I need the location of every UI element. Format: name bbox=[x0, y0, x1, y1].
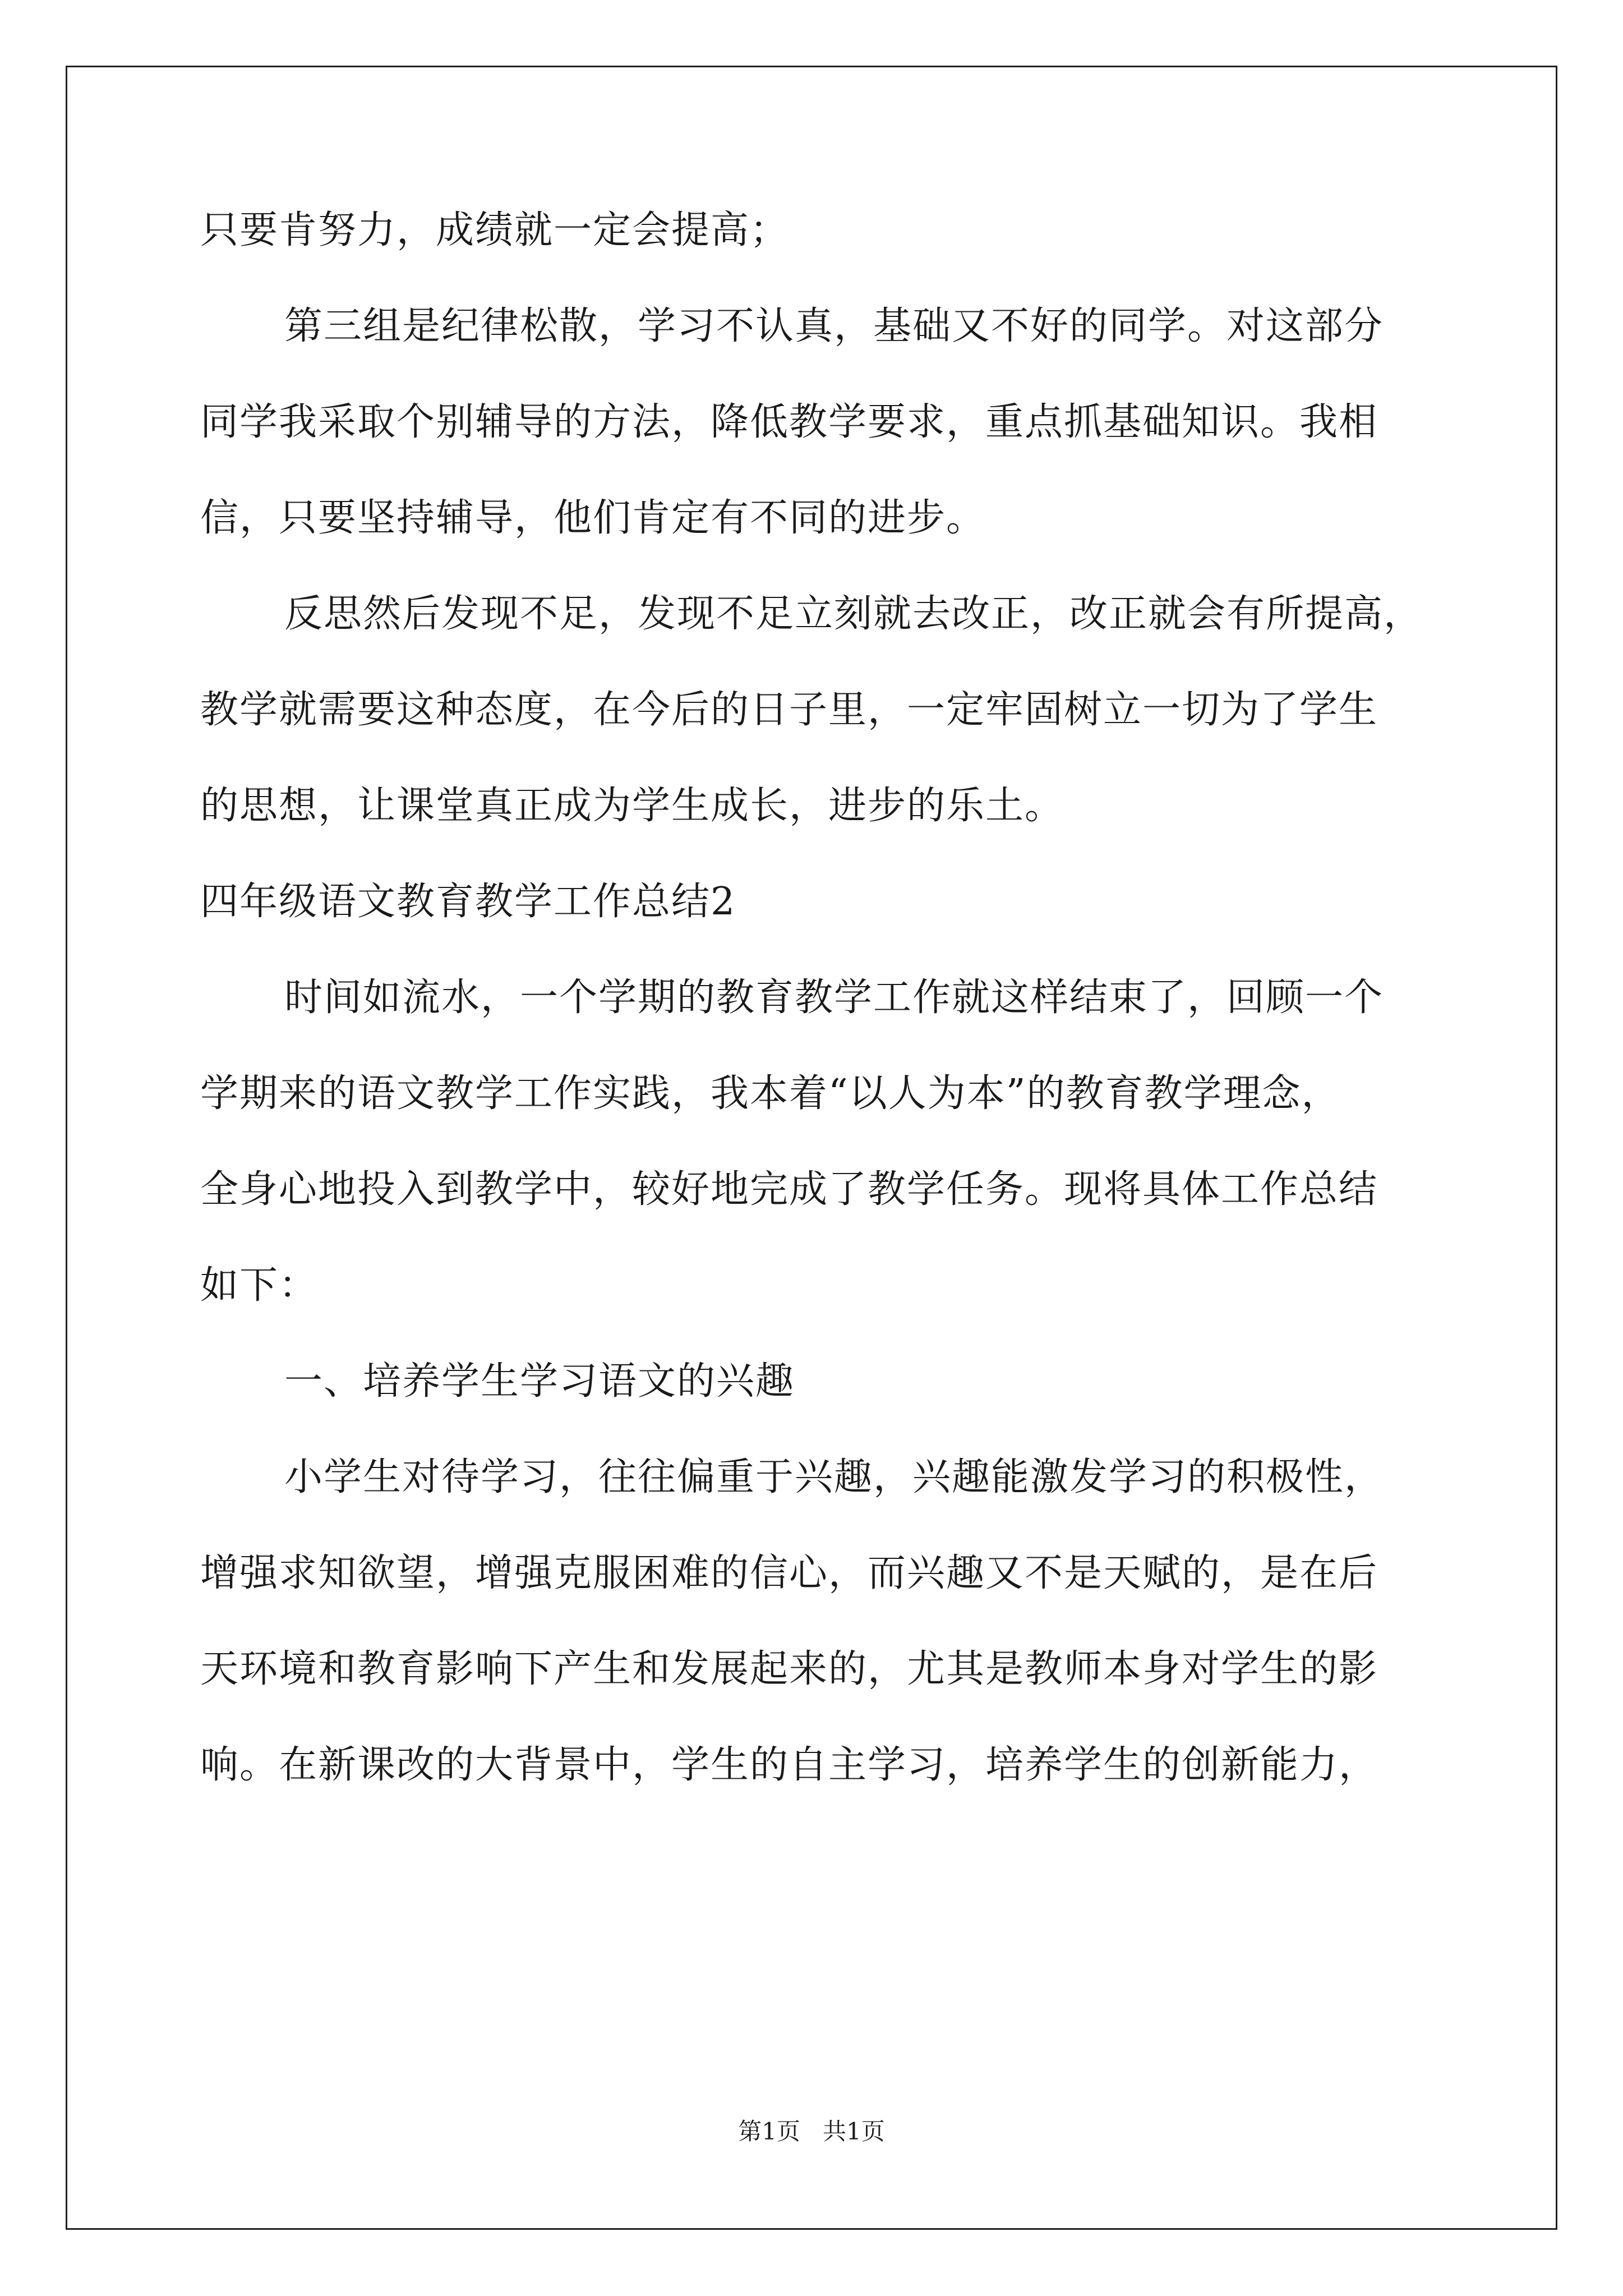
subsection-heading: 一、培养学生学习语文的兴趣 bbox=[284, 1359, 795, 1404]
text-line: 信，只要坚持辅导，他们肯定有不同的进步。 bbox=[200, 496, 986, 540]
section-heading: 四年级语文教育教学工作总结2 bbox=[200, 880, 736, 924]
paragraph-start-line: 第三组是纪律松散，学习不认真，基础又不好的同学。对这部分 bbox=[284, 304, 1384, 348]
page-frame bbox=[66, 66, 1557, 2230]
paragraph-start-line: 反思然后发现不足，发现不足立刻就去改正，改正就会有所提高， bbox=[284, 592, 1423, 636]
text-line: 天环境和教育影响下产生和发展起来的，尤其是教师本身对学生的影 bbox=[200, 1647, 1378, 1691]
page-number-footer: 第1页 共1页 bbox=[738, 2118, 885, 2145]
paragraph-start-line: 时间如流水，一个学期的教育教学工作就这样结束了，回顾一个 bbox=[284, 976, 1384, 1020]
text-line: 响。在新课改的大背景中，学生的自主学习，培养学生的创新能力， bbox=[200, 1743, 1378, 1787]
text-line: 教学就需要这种态度，在今后的日子里，一定牢固树立一切为了学生 bbox=[200, 688, 1378, 732]
text-line: 只要肯努力，成绩就一定会提高； bbox=[200, 208, 790, 252]
text-line: 同学我采取个别辅导的方法，降低教学要求，重点抓基础知识。我相 bbox=[200, 400, 1378, 444]
text-line: 的思想，让课堂真正成为学生成长，进步的乐土。 bbox=[200, 784, 1064, 828]
text-line: 全身心地投入到教学中，较好地完成了教学任务。现将具体工作总结 bbox=[200, 1167, 1378, 1212]
paragraph-start-line: 小学生对待学习，往往偏重于兴趣，兴趣能激发学习的积极性， bbox=[284, 1455, 1384, 1499]
text-line: 增强求知欲望，增强克服困难的信心，而兴趣又不是天赋的，是在后 bbox=[200, 1551, 1378, 1595]
text-line: 如下： bbox=[200, 1263, 319, 1308]
text-line: 学期来的语文教学工作实践，我本着“以人为本”的教育教学理念， bbox=[200, 1071, 1341, 1116]
